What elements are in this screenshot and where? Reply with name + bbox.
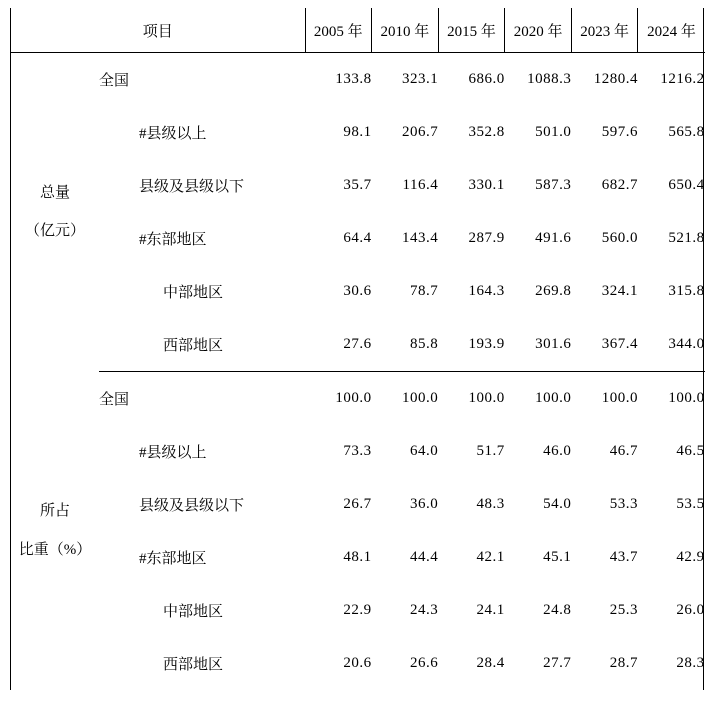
table-row [11, 531, 705, 584]
cell-value: 587.3 [535, 177, 572, 193]
cell-value: 26.0 [676, 602, 705, 618]
cell-value: 164.3 [468, 283, 505, 299]
row-label: #东部地区 [139, 232, 207, 248]
cell-value: 116.4 [402, 177, 439, 193]
cell-value: 22.9 [343, 602, 372, 618]
cell-value: 27.7 [543, 655, 572, 671]
table-row [11, 265, 705, 318]
cell-value: 64.4 [343, 230, 372, 246]
row-label: 县级及县级以下 [139, 179, 245, 195]
column-header-2024: 2024 年 [638, 8, 705, 53]
cell-value: 301.6 [505, 318, 572, 372]
cell-value: 682.7 [601, 177, 638, 193]
table-row [11, 478, 705, 531]
group-label-line2: （亿元） [24, 223, 85, 240]
cell-value: 26.6 [409, 655, 439, 671]
row-label: 西部地区 [99, 318, 305, 372]
row-label: 中部地区 [163, 285, 224, 301]
row-group-label-share [11, 372, 99, 691]
cell-value: 100.0 [601, 390, 638, 406]
cell-value: 650.4 [668, 177, 705, 193]
cell-value: 45.1 [543, 549, 572, 565]
cell-value: 78.7 [409, 283, 439, 299]
cell-value: 42.1 [476, 549, 505, 565]
cell-value: 25.3 [609, 602, 638, 618]
cell-value: 100.0 [468, 390, 505, 406]
cell-value: 46.0 [543, 443, 572, 459]
table-body [11, 53, 705, 691]
cell-value: 48.1 [343, 549, 372, 565]
cell-value: 143.4 [401, 230, 439, 246]
cell-value: 193.9 [438, 318, 505, 372]
cell-value: 560.0 [601, 230, 638, 246]
cell-value: 344.0 [638, 318, 705, 372]
cell-value: 324.1 [601, 283, 638, 299]
table-row [11, 53, 705, 107]
row-label: 全国 [99, 392, 130, 408]
statistics-table [11, 8, 705, 690]
cell-value: 46.5 [676, 443, 705, 459]
cell-value: 1280.4 [593, 71, 638, 87]
cell-value: 1088.3 [527, 71, 572, 87]
table-row [11, 212, 705, 265]
row-label: #县级以上 [139, 445, 207, 461]
column-header-item: 项目 [11, 8, 305, 53]
cell-value: 46.7 [609, 443, 638, 459]
cell-value: 20.6 [343, 655, 372, 671]
row-label: 县级及县级以下 [139, 498, 245, 514]
cell-value: 35.7 [343, 177, 372, 193]
cell-value: 269.8 [535, 283, 572, 299]
table-row [11, 637, 705, 690]
cell-value: 51.7 [476, 443, 505, 459]
cell-value: 26.7 [343, 496, 372, 512]
cell-value: 100.0 [535, 390, 572, 406]
cell-value: 24.8 [543, 602, 572, 618]
cell-value: 133.8 [335, 71, 372, 87]
table-row [11, 372, 705, 426]
cell-value: 352.8 [468, 124, 505, 140]
row-label: 中部地区 [163, 604, 224, 620]
cell-value: 367.4 [571, 318, 638, 372]
cell-value: 73.3 [343, 443, 372, 459]
table-row [11, 159, 705, 212]
column-header-2010: 2010 年 [372, 8, 439, 53]
table-row [11, 106, 705, 159]
cell-value: 501.0 [535, 124, 572, 140]
group-label-line2: 比重（%） [18, 541, 92, 558]
cell-value: 330.1 [468, 177, 505, 193]
table-row [11, 584, 705, 637]
cell-value: 42.9 [676, 549, 705, 565]
cell-value: 287.9 [468, 230, 505, 246]
column-header-2015: 2015 年 [438, 8, 505, 53]
row-label: 全国 [99, 73, 130, 89]
cell-value: 100.0 [335, 390, 372, 406]
cell-value: 48.3 [476, 496, 505, 512]
cell-value: 24.1 [476, 602, 505, 618]
row-label: #东部地区 [139, 551, 207, 567]
cell-value: 53.5 [676, 496, 705, 512]
cell-value: 98.1 [343, 124, 372, 140]
cell-value: 315.8 [668, 283, 705, 299]
cell-value: 686.0 [468, 71, 505, 87]
column-header-2005: 2005 年 [305, 8, 372, 53]
cell-value: 54.0 [543, 496, 572, 512]
cell-value: 491.6 [535, 230, 572, 246]
cell-value: 85.8 [372, 318, 439, 372]
row-group-label-total [11, 53, 99, 372]
cell-value: 44.4 [409, 549, 439, 565]
cell-value: 565.8 [668, 124, 705, 140]
cell-value: 1216.2 [660, 71, 705, 87]
row-label: 西部地区 [163, 657, 224, 673]
cell-value: 43.7 [609, 549, 638, 565]
cell-value: 100.0 [668, 390, 705, 406]
cell-value: 64.0 [409, 443, 439, 459]
column-header-2023: 2023 年 [571, 8, 638, 53]
table-wrapper [10, 8, 704, 690]
cell-value: 53.3 [609, 496, 638, 512]
cell-value: 597.6 [601, 124, 638, 140]
cell-value: 36.0 [409, 496, 439, 512]
group-label-line1: 所占 [39, 503, 70, 520]
cell-value: 30.6 [343, 283, 372, 299]
cell-value: 24.3 [409, 602, 439, 618]
cell-value: 323.1 [401, 71, 439, 87]
table-row [11, 425, 705, 478]
cell-value: 28.3 [676, 655, 705, 671]
group-label-line1: 总量 [39, 184, 70, 201]
row-label: #县级以上 [139, 126, 207, 142]
table-row [11, 318, 705, 372]
cell-value: 27.6 [305, 318, 372, 372]
cell-value: 100.0 [401, 390, 439, 406]
cell-value: 206.7 [401, 124, 439, 140]
table-header [11, 8, 705, 53]
header-row [11, 8, 705, 53]
cell-value: 521.8 [668, 230, 705, 246]
cell-value: 28.7 [609, 655, 638, 671]
cell-value: 28.4 [476, 655, 505, 671]
column-header-2020: 2020 年 [505, 8, 572, 53]
